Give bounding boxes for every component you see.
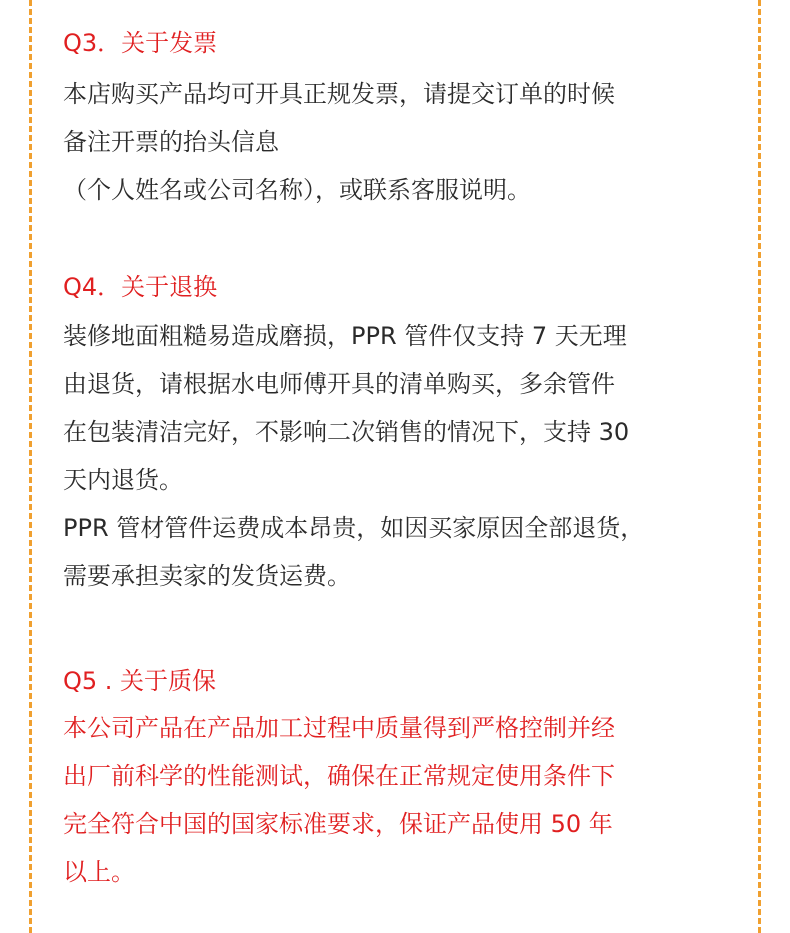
faq-line: 由退货，请根据水电师傅开具的清单购买，多余管件 [63,370,615,398]
faq-line: 装修地面粗糙易造成磨损，PPR 管件仅支持 7 天无理 [63,322,627,350]
faq-section-returns [63,266,644,600]
faq-line: 完全符合中国的国家标准要求，保证产品使用 50 年 [63,810,613,838]
faq-line: 本公司产品在产品加工过程中质量得到严格控制并经 [63,714,615,742]
dashed-border-left [29,0,32,933]
faq-line: 需要承担卖家的发货运费。 [63,562,351,590]
faq-title-q3: Q3．关于发票 [63,29,218,57]
faq-line: 天内退货。 [63,466,183,494]
faq-body-q5 [63,704,615,896]
faq-body-q3 [63,70,615,214]
faq-section-invoice [63,22,615,214]
faq-line: PPR 管材管件运费成本昂贵，如因买家原因全部退货， [63,514,645,542]
faq-section-warranty [63,660,615,896]
faq-line: 以上。 [63,858,135,886]
faq-line: 在包装清洁完好，不影响二次销售的情况下，支持 30 [63,418,630,446]
dashed-border-right [758,0,761,933]
faq-line: 备注开票的抬头信息 [63,128,279,156]
faq-line: 出厂前科学的性能测试，确保在正常规定使用条件下 [63,762,615,790]
faq-line: 本店购买产品均可开具正规发票，请提交订单的时候 [63,80,615,108]
faq-title-q5: Q5 . 关于质保 [63,667,217,695]
faq-line: （个人姓名或公司名称），或联系客服说明。 [63,176,531,204]
faq-body-q4 [63,312,644,600]
faq-title-q4: Q4．关于退换 [63,273,218,301]
